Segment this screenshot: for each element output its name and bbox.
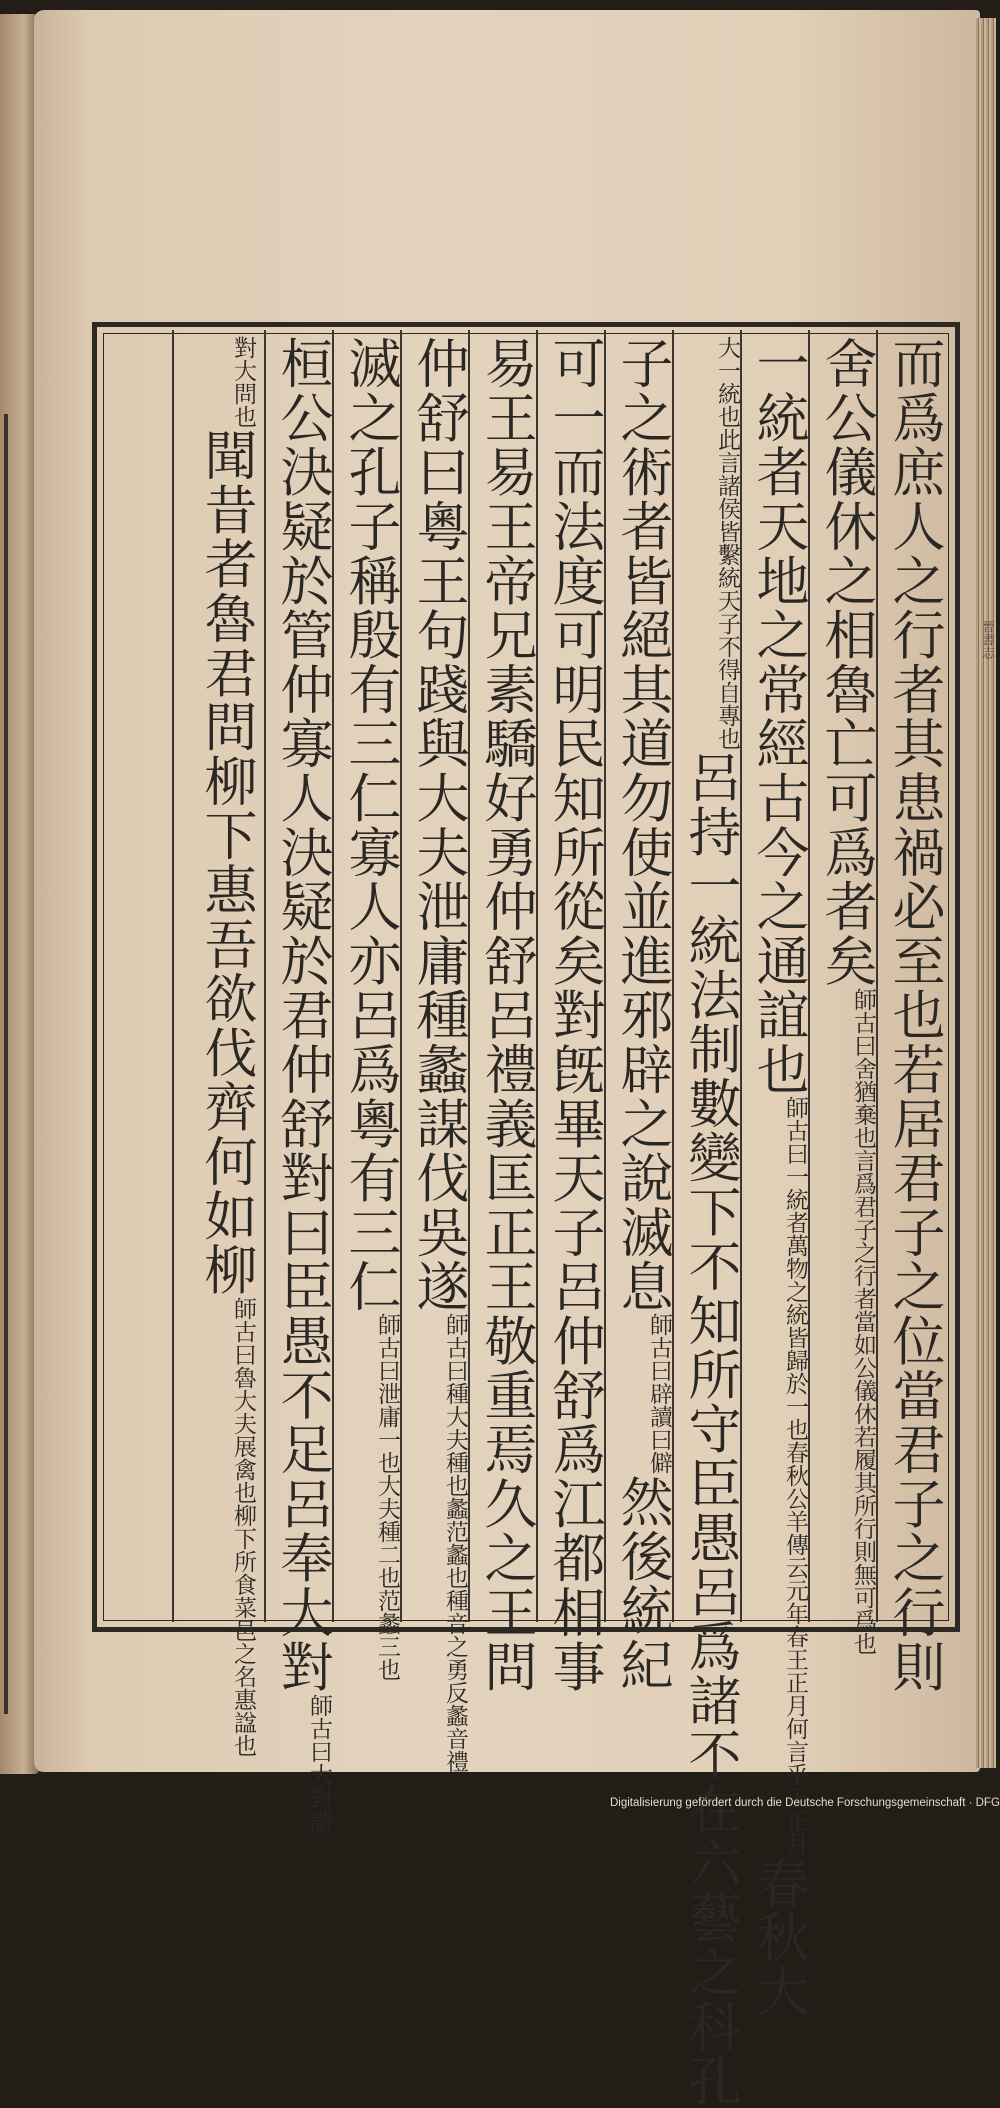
text-column-7 (474, 336, 538, 1694)
main-text: 聞昔者魯君問柳下惠吾欲伐齊何如柳 (196, 428, 257, 1297)
text-column-9 (338, 336, 402, 1682)
commentary-note: 師古曰種大夫種也蠡范蠡也種音之勇反蠡音禮 (442, 1313, 468, 1774)
text-column-4 (678, 336, 742, 2108)
digitization-caption: Digitalisierung gefördert durch die Deutsche Forschungsgemeinschaft · DFG (610, 1797, 1000, 1809)
text-column-8 (406, 336, 470, 1774)
main-text: 桓公決疑於管仲寡人決疑於君仲舒對曰臣愚不足呂奉大對 (272, 336, 333, 1694)
text-column-11 (178, 336, 258, 1757)
column-rule (264, 330, 266, 1622)
commentary-note: 師古曰辟讀曰僻 (646, 1313, 672, 1475)
commentary-note: 師古曰大對謂 (306, 1693, 332, 1832)
main-text: 滅之孔子稱殷有三仁寡人亦呂爲粵有三仁 (340, 336, 401, 1314)
text-column-2 (814, 336, 878, 1655)
main-text: 易王易王帝兄素驕好勇仲舒呂禮義匡正王敬重焉久之王問 (476, 336, 537, 1694)
commentary-note: 師古曰舍猶棄也言爲君子之行者當如公儀休若履其所行則無可爲也 (850, 987, 876, 1655)
commentary-note: 對大問也 (230, 336, 256, 428)
text-column-3 (746, 336, 810, 2019)
main-text: 然後統紀 (612, 1474, 673, 1692)
main-text: 舍公儀休之相魯亡可爲者矣 (816, 336, 877, 988)
commentary-note: 大一統也此言諸侯皆繫統天子不得自專也 (714, 336, 740, 750)
main-text: 而爲庶人之行者其患禍必至也若居君子之位當君子之行則 (884, 336, 945, 1694)
column-rule (172, 330, 174, 1622)
fore-edge (976, 18, 996, 1768)
main-text: 可一而法度可明民知所從矣對旣畢天子呂仲舒爲江都相事 (544, 336, 605, 1694)
main-text: 仲舒曰粵王句踐與大夫泄庸種蠡謀伐吳遂 (408, 336, 469, 1314)
text-column-10 (270, 336, 334, 1832)
text-column-5 (610, 336, 674, 1692)
commentary-note: 師古曰泄庸一也大夫種二也范蠡三也 (374, 1313, 400, 1682)
commentary-note: 師古曰一統者萬物之統皆歸於一也春秋公羊傳云元年春王正月何言乎王正月 (782, 1096, 808, 1856)
main-text: 一統者天地之常經古今之通誼也 (748, 336, 809, 1097)
commentary-note: 師古曰魯大夫展禽也柳下所食菜邑之名惠諡也 (230, 1296, 256, 1757)
edge-label: 晉書志 (979, 620, 994, 659)
previous-page-rule (4, 414, 8, 1714)
main-text: 子之術者皆絕其道勿使並進邪辟之說滅息 (612, 336, 673, 1314)
main-text: 春秋大 (748, 1855, 809, 2019)
main-text: 呂持一統法制數變下不知所守臣愚呂爲諸不在六藝之科孔 (680, 750, 741, 2108)
text-column-1 (882, 336, 946, 1694)
text-column-6 (542, 336, 606, 1694)
